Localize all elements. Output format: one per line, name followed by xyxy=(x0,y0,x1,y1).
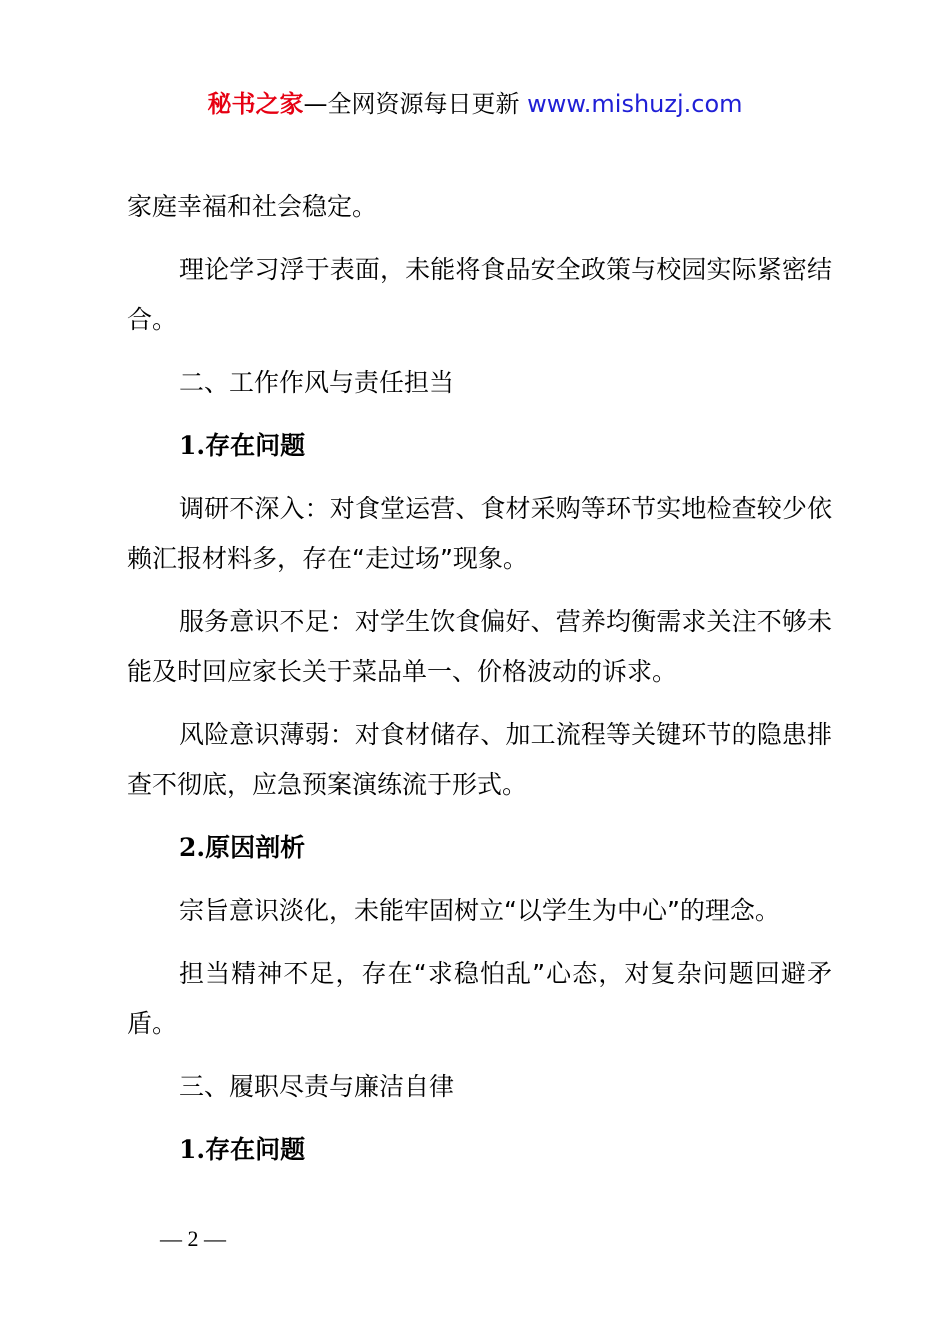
subsection-heading xyxy=(127,823,832,873)
page-number: — 2 — xyxy=(160,1226,226,1251)
site-url-link[interactable]: www.mishuzj.com xyxy=(527,90,743,118)
paragraph: 调研不深入：对食堂运营、食材采购等环节实地检查较少依赖汇报材料多，存在“走过场”现象。 xyxy=(127,494,832,573)
document-body xyxy=(127,182,832,1188)
subsection-heading xyxy=(127,421,832,471)
section-heading: 三、履职尽责与廉洁自律 xyxy=(179,1072,455,1101)
subsection-title: 存在问题 xyxy=(205,431,306,460)
subsection-title: 存在问题 xyxy=(205,1135,306,1164)
paragraph: 家庭幸福和社会稳定。 xyxy=(127,192,378,221)
header-tagline: —全网资源每日更新 xyxy=(303,90,528,118)
subsection-number: 1. xyxy=(179,431,206,460)
paragraph: 风险意识薄弱：对食材储存、加工流程等关键环节的隐患排查不彻底，应急预案演练流于形式。 xyxy=(127,720,832,799)
subsection-title: 原因剖析 xyxy=(205,833,306,862)
paragraph: 担当精神不足，存在“求稳怕乱”心态，对复杂问题回避矛盾。 xyxy=(127,959,832,1038)
paragraph: 理论学习浮于表面，未能将食品安全政策与校园实际紧密结合。 xyxy=(127,255,832,334)
paragraph: 服务意识不足：对学生饮食偏好、营养均衡需求关注不够未能及时回应家长关于菜品单一、价格波动的诉求。 xyxy=(127,607,832,686)
brand-name: 秘书之家 xyxy=(207,90,304,118)
subsection-heading xyxy=(127,1125,832,1175)
site-header xyxy=(0,88,950,120)
subsection-number: 1. xyxy=(179,1135,206,1164)
section-heading: 二、工作作风与责任担当 xyxy=(179,368,455,397)
paragraph: 宗旨意识淡化，未能牢固树立“以学生为中心”的理念。 xyxy=(179,896,780,925)
subsection-number: 2. xyxy=(179,833,206,862)
